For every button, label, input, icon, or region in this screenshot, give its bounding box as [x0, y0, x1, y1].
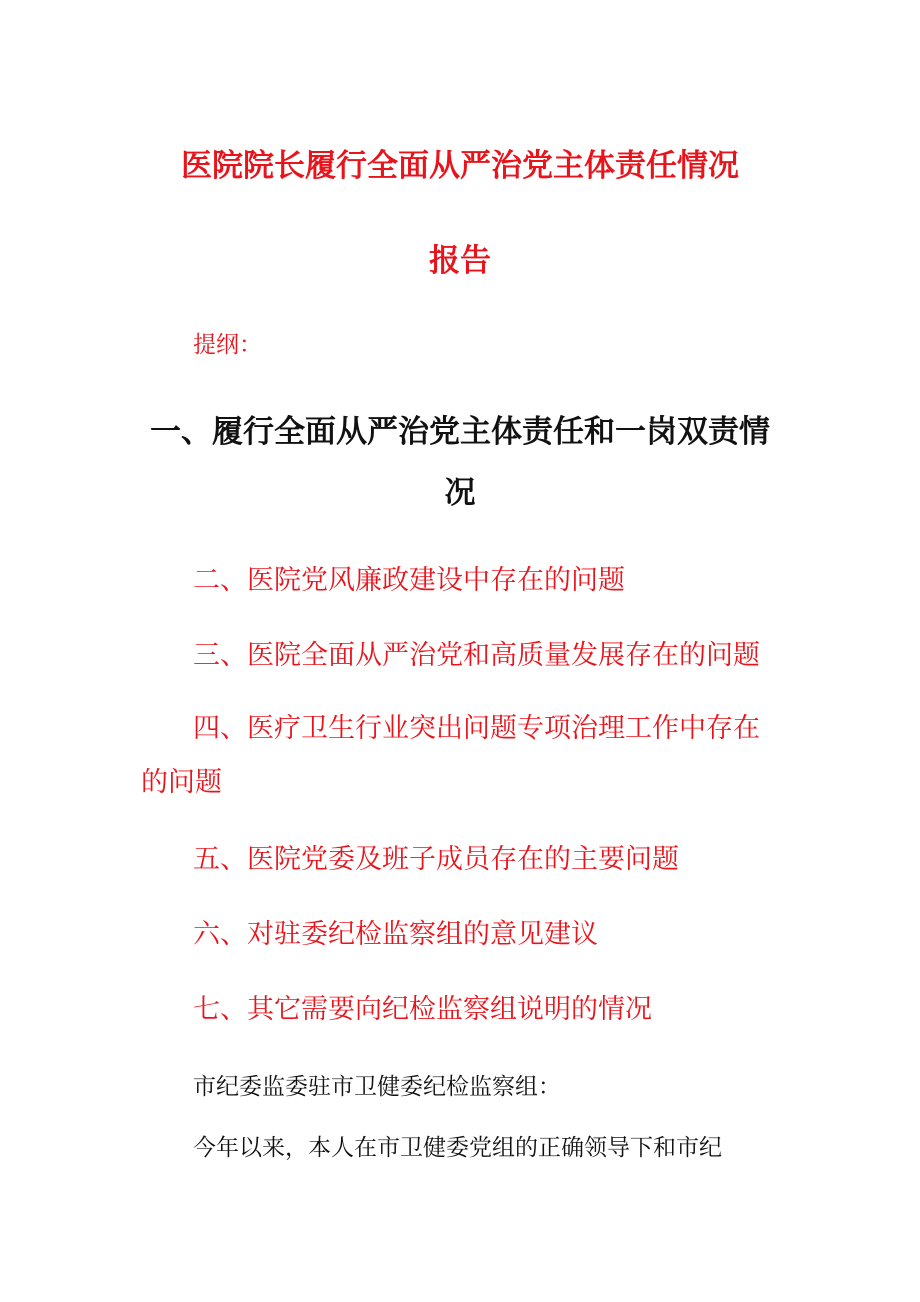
outline-item-four-line1: 四、医疗卫生行业突出问题专项治理工作中存在	[193, 713, 760, 744]
body-paragraph: 今年以来，本人在市卫健委党组的正确领导下和市纪	[193, 1135, 722, 1161]
outline-item-seven: 七、其它需要向纪检监察组说明的情况	[193, 994, 652, 1025]
outline-item-four-line2: 的问题	[141, 767, 222, 798]
outline-item-six: 六、对驻委纪检监察组的意见建议	[193, 919, 598, 950]
outline-item-two: 二、医院党风廉政建设中存在的问题	[193, 565, 625, 596]
report-title-line2: 报告	[429, 243, 491, 279]
salutation: 市纪委监委驻市卫健委纪检监察组：	[193, 1074, 561, 1100]
outline-item-five: 五、医院党委及班子成员存在的主要问题	[193, 844, 679, 875]
outline-item-three: 三、医院全面从严治党和高质量发展存在的问题	[193, 640, 760, 671]
section-one-heading-line2: 况	[444, 475, 476, 511]
outline-label: 提纲：	[193, 332, 262, 358]
report-title-line1: 医院院长履行全面从严治党主体责任情况	[181, 148, 739, 184]
section-one-heading-line1: 一、履行全面从严治党主体责任和一岗双责情	[150, 414, 770, 450]
